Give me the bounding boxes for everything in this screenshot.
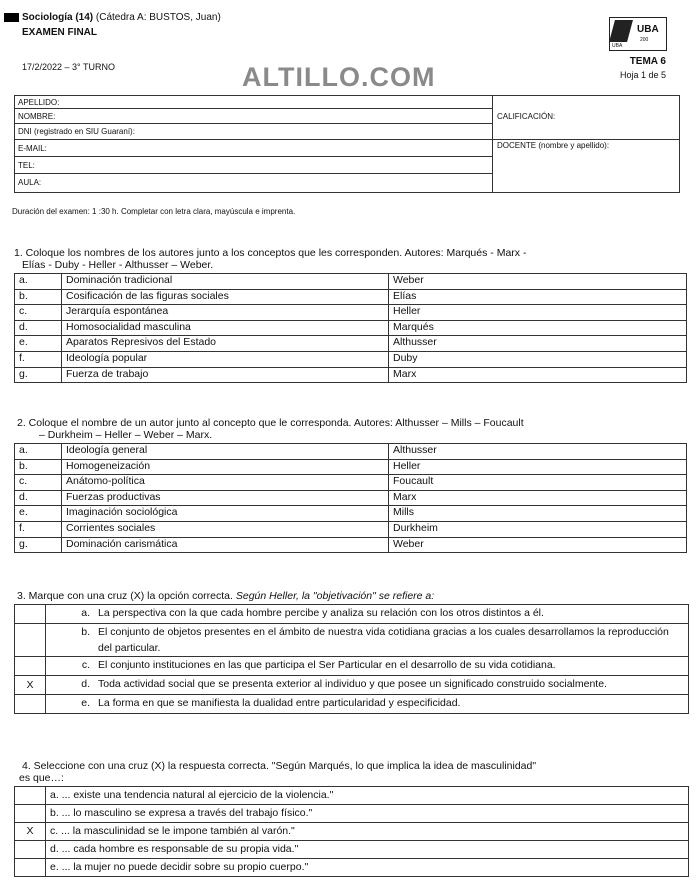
option-text: d. ... cada hombre es responsable de su propia vida." bbox=[46, 841, 689, 859]
option-text: c. ... la masculinidad se le impone también al varón." bbox=[46, 823, 689, 841]
option-row bbox=[15, 657, 689, 676]
table-row bbox=[15, 521, 687, 537]
table-row bbox=[15, 537, 687, 553]
answer-mark-cell[interactable]: X bbox=[15, 823, 46, 841]
concept-cell: Corrientes sociales bbox=[62, 521, 389, 537]
concept-cell: Dominación tradicional bbox=[62, 274, 389, 290]
field-apellido[interactable]: APELLIDO: bbox=[15, 96, 492, 109]
option-text: a. ... existe una tendencia natural al ejercicio de la violencia." bbox=[46, 787, 689, 805]
option-letter: c. bbox=[46, 657, 97, 676]
table-row bbox=[15, 351, 687, 367]
option-row bbox=[15, 676, 689, 695]
answer-mark-cell[interactable] bbox=[15, 841, 46, 859]
exam-date: 17/2/2022 – 3° TURNO bbox=[22, 62, 115, 72]
author-answer-cell[interactable]: Althusser bbox=[389, 444, 687, 460]
table-row bbox=[15, 490, 687, 506]
field-nombre[interactable]: NOMBRE: bbox=[15, 109, 492, 124]
concept-cell: Homogeneización bbox=[62, 459, 389, 475]
duration-note: Duración del examen: 1 :30 h. Completar con letra clara, mayúscula e imprenta. bbox=[12, 207, 296, 216]
option-row bbox=[15, 605, 689, 624]
course-title: Sociología (14) (Cátedra A: BUSTOS, Juan) bbox=[22, 12, 221, 23]
concept-cell: Jerarquía espontánea bbox=[62, 305, 389, 321]
row-letter: a. bbox=[15, 274, 62, 290]
concept-cell: Homosocialidad masculina bbox=[62, 320, 389, 336]
question-1-prompt: 1. Coloque los nombres de los autores junto a los conceptos que les corresponden. Autores: Marqués - Marx - Elías - Duby - Heller - Althusser – Weber. bbox=[14, 247, 527, 271]
option-row bbox=[15, 859, 689, 877]
field-tel[interactable]: TEL: bbox=[15, 157, 492, 174]
option-text: El conjunto de objetos presentes en el ámbito de nuestra vida cotidiana gracias a los cuales desarrollamos la reproducción del particular. bbox=[96, 624, 689, 657]
question-4-table bbox=[14, 786, 689, 877]
author-answer-cell[interactable]: Foucault bbox=[389, 475, 687, 491]
tema-label: TEMA 6 bbox=[629, 56, 666, 67]
table-row bbox=[15, 475, 687, 491]
answer-mark-cell[interactable] bbox=[15, 805, 46, 823]
option-row bbox=[15, 787, 689, 805]
row-letter: f. bbox=[15, 351, 62, 367]
answer-mark-cell[interactable] bbox=[15, 605, 46, 624]
option-row bbox=[15, 695, 689, 714]
concept-cell: Imaginación sociológica bbox=[62, 506, 389, 522]
table-row bbox=[15, 274, 687, 290]
table-row bbox=[15, 367, 687, 383]
option-text: Toda actividad social que se presenta exterior al individuo y que posee un significado construido socialmente. bbox=[96, 676, 689, 695]
row-letter: g. bbox=[15, 537, 62, 553]
field-docente[interactable]: DOCENTE (nombre y apellido): bbox=[497, 141, 610, 150]
question-2-prompt: 2. Coloque el nombre de un autor junto al concepto que le corresponda. Autores: Althusser – Mills – Foucault – Durkheim – Heller – Weber – Marx. bbox=[17, 417, 524, 441]
author-answer-cell[interactable]: Heller bbox=[389, 305, 687, 321]
table-row bbox=[15, 289, 687, 305]
option-text: El conjunto instituciones en las que participa el Ser Particular en el desarrollo de su vida cotidiana. bbox=[96, 657, 689, 676]
field-email[interactable]: E-MAIL: bbox=[15, 140, 492, 157]
option-row bbox=[15, 841, 689, 859]
question-4-prompt: 4. Seleccione con una cruz (X) la respuesta correcta. "Según Marqués, lo que implica la idea de masculinidad" es que…: bbox=[19, 760, 537, 784]
answer-mark-cell[interactable] bbox=[15, 787, 46, 805]
watermark: ALTILLO.COM bbox=[242, 62, 436, 92]
row-letter: d. bbox=[15, 320, 62, 336]
option-text: La forma en que se manifiesta la dualidad entre particularidad y especificidad. bbox=[96, 695, 689, 714]
author-answer-cell[interactable]: Marx bbox=[389, 490, 687, 506]
concept-cell: Cosificación de las figuras sociales bbox=[62, 289, 389, 305]
concept-cell: Ideología popular bbox=[62, 351, 389, 367]
author-answer-cell[interactable]: Weber bbox=[389, 274, 687, 290]
answer-mark-cell[interactable] bbox=[15, 695, 46, 714]
concept-cell: Fuerzas productivas bbox=[62, 490, 389, 506]
author-answer-cell[interactable]: Marqués bbox=[389, 320, 687, 336]
answer-mark-cell[interactable] bbox=[15, 859, 46, 877]
row-letter: b. bbox=[15, 459, 62, 475]
exam-type: EXAMEN FINAL bbox=[22, 27, 97, 38]
option-row bbox=[15, 805, 689, 823]
author-answer-cell[interactable]: Mills bbox=[389, 506, 687, 522]
question-3-table bbox=[14, 604, 689, 714]
answer-mark-cell[interactable] bbox=[15, 657, 46, 676]
author-answer-cell[interactable]: Weber bbox=[389, 537, 687, 553]
question-2-table bbox=[14, 443, 687, 553]
row-letter: c. bbox=[15, 475, 62, 491]
option-text: e. ... la mujer no puede decidir sobre su propio cuerpo." bbox=[46, 859, 689, 877]
author-answer-cell[interactable]: Marx bbox=[389, 367, 687, 383]
table-row bbox=[15, 459, 687, 475]
concept-cell: Ideología general bbox=[62, 444, 389, 460]
table-row bbox=[15, 506, 687, 522]
row-letter: b. bbox=[15, 289, 62, 305]
uba-logo: UBA 200 UBA bbox=[609, 17, 667, 51]
table-row bbox=[15, 336, 687, 352]
field-dni[interactable]: DNI (registrado en SIU Guaraní): bbox=[15, 124, 492, 140]
concept-cell: Anátomo-política bbox=[62, 475, 389, 491]
row-letter: e. bbox=[15, 336, 62, 352]
row-letter: c. bbox=[15, 305, 62, 321]
row-letter: f. bbox=[15, 521, 62, 537]
option-row bbox=[15, 823, 689, 841]
row-letter: d. bbox=[15, 490, 62, 506]
answer-mark-cell[interactable]: X bbox=[15, 676, 46, 695]
field-aula[interactable]: AULA: bbox=[18, 178, 42, 187]
logo-mark-icon bbox=[609, 20, 633, 42]
author-answer-cell[interactable]: Duby bbox=[389, 351, 687, 367]
answer-mark-cell[interactable] bbox=[15, 624, 46, 657]
table-row bbox=[15, 305, 687, 321]
author-answer-cell[interactable]: Durkheim bbox=[389, 521, 687, 537]
option-letter: b. bbox=[46, 624, 97, 657]
student-id-form bbox=[14, 95, 680, 193]
author-answer-cell[interactable]: Elías bbox=[389, 289, 687, 305]
author-answer-cell[interactable]: Heller bbox=[389, 459, 687, 475]
row-letter: e. bbox=[15, 506, 62, 522]
concept-cell: Aparatos Represivos del Estado bbox=[62, 336, 389, 352]
option-text: La perspectiva con la que cada hombre percibe y analiza su relación con los otros distintos a él. bbox=[96, 605, 689, 624]
page-counter: Hoja 1 de 5 bbox=[619, 70, 666, 80]
concept-cell: Dominación carismática bbox=[62, 537, 389, 553]
option-row bbox=[15, 624, 689, 657]
option-letter: d. bbox=[46, 676, 97, 695]
row-letter: a. bbox=[15, 444, 62, 460]
redaction-bar bbox=[4, 13, 19, 22]
field-calificacion[interactable]: CALIFICACIÓN: bbox=[492, 96, 679, 140]
option-letter: e. bbox=[46, 695, 97, 714]
row-letter: g. bbox=[15, 367, 62, 383]
author-answer-cell[interactable]: Althusser bbox=[389, 336, 687, 352]
option-text: b. ... lo masculino se expresa a través del trabajo físico." bbox=[46, 805, 689, 823]
table-row bbox=[15, 320, 687, 336]
option-letter: a. bbox=[46, 605, 97, 624]
question-1-table bbox=[14, 273, 687, 383]
table-row bbox=[15, 444, 687, 460]
concept-cell: Fuerza de trabajo bbox=[62, 367, 389, 383]
question-3-prompt: 3. Marque con una cruz (X) la opción correcta. Según Heller, la "objetivación" se refiere a: bbox=[17, 590, 435, 602]
